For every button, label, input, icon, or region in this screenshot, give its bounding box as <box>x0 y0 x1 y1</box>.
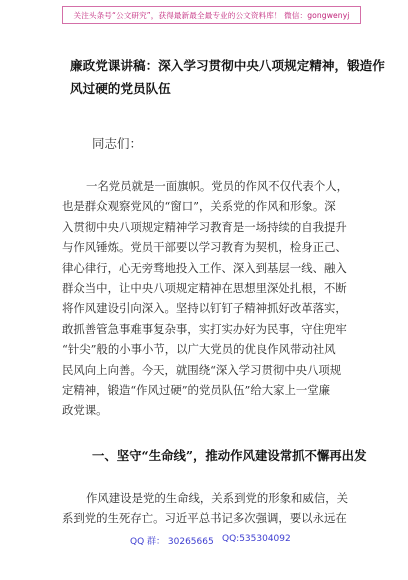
paragraph-line: 政党课。 <box>62 403 108 418</box>
greeting: 同志们： <box>92 136 143 151</box>
body-paragraph <box>62 488 352 529</box>
paragraph-line: 与作风锤炼。党员干部要以学习教育为契机，检身正己、 <box>62 240 347 255</box>
paragraph-line: 也是群众观察党风的“窗口”，关系党的作风和形象。深 <box>62 199 336 214</box>
paragraph-line: 敢抓善管急事难事复杂事，实打实办好为民事，守住兜牢 <box>62 321 347 336</box>
document-title <box>70 54 385 100</box>
qq-number: QQ:535304092 <box>222 534 291 544</box>
paragraph-line: 定精神，锻造“作风过硬”的党员队伍”给大家上一堂廉 <box>62 383 331 398</box>
promo-banner: 关注头条号“公文研究”，获得最新最全最专业的公文资料库！ 微信：gongwenyj <box>62 6 361 24</box>
qq-group-number: QQ 群： 30265665 <box>130 537 214 547</box>
section-heading: 一、坚守“生命线”，推动作风建设常抓不懈再出发 <box>92 448 367 463</box>
paragraph-line: 将作风建设引向深入。坚持以钉钉子精神抓好改革落实， <box>62 301 347 316</box>
paragraph-line: 民风向上向善。今天，就围绕“深入学习贯彻中央八项规 <box>62 362 342 377</box>
paragraph-line: “针尖”般的小事小节，以广大党员的优良作风带动社风 <box>62 342 336 357</box>
paragraph-line: 群众当中，让中央八项规定精神在思想里深处扎根，不断 <box>62 281 347 296</box>
paragraph-line: 律心律行，心无旁骛地投入工作、深入到基层一线、融入 <box>62 260 347 275</box>
paragraph-line: 作风建设是党的生命线，关系到党的形象和威信，关 <box>86 491 348 505</box>
paragraph-line: 入贯彻中央八项规定精神学习教育是一场持续的自我提升 <box>62 219 347 234</box>
paragraph-line: 一名党员就是一面旗帜。党员的作风不仅代表个人， <box>86 179 348 193</box>
paragraph-line: 系到党的生死存亡。习近平总书记多次强调，要以永远在 <box>62 511 347 526</box>
title-line: 廉政党课讲稿：深入学习贯彻中央八项规定精神，锻造作 <box>70 58 385 73</box>
body-paragraph <box>62 176 352 421</box>
title-line: 风过硬的党员队伍 <box>70 81 171 96</box>
